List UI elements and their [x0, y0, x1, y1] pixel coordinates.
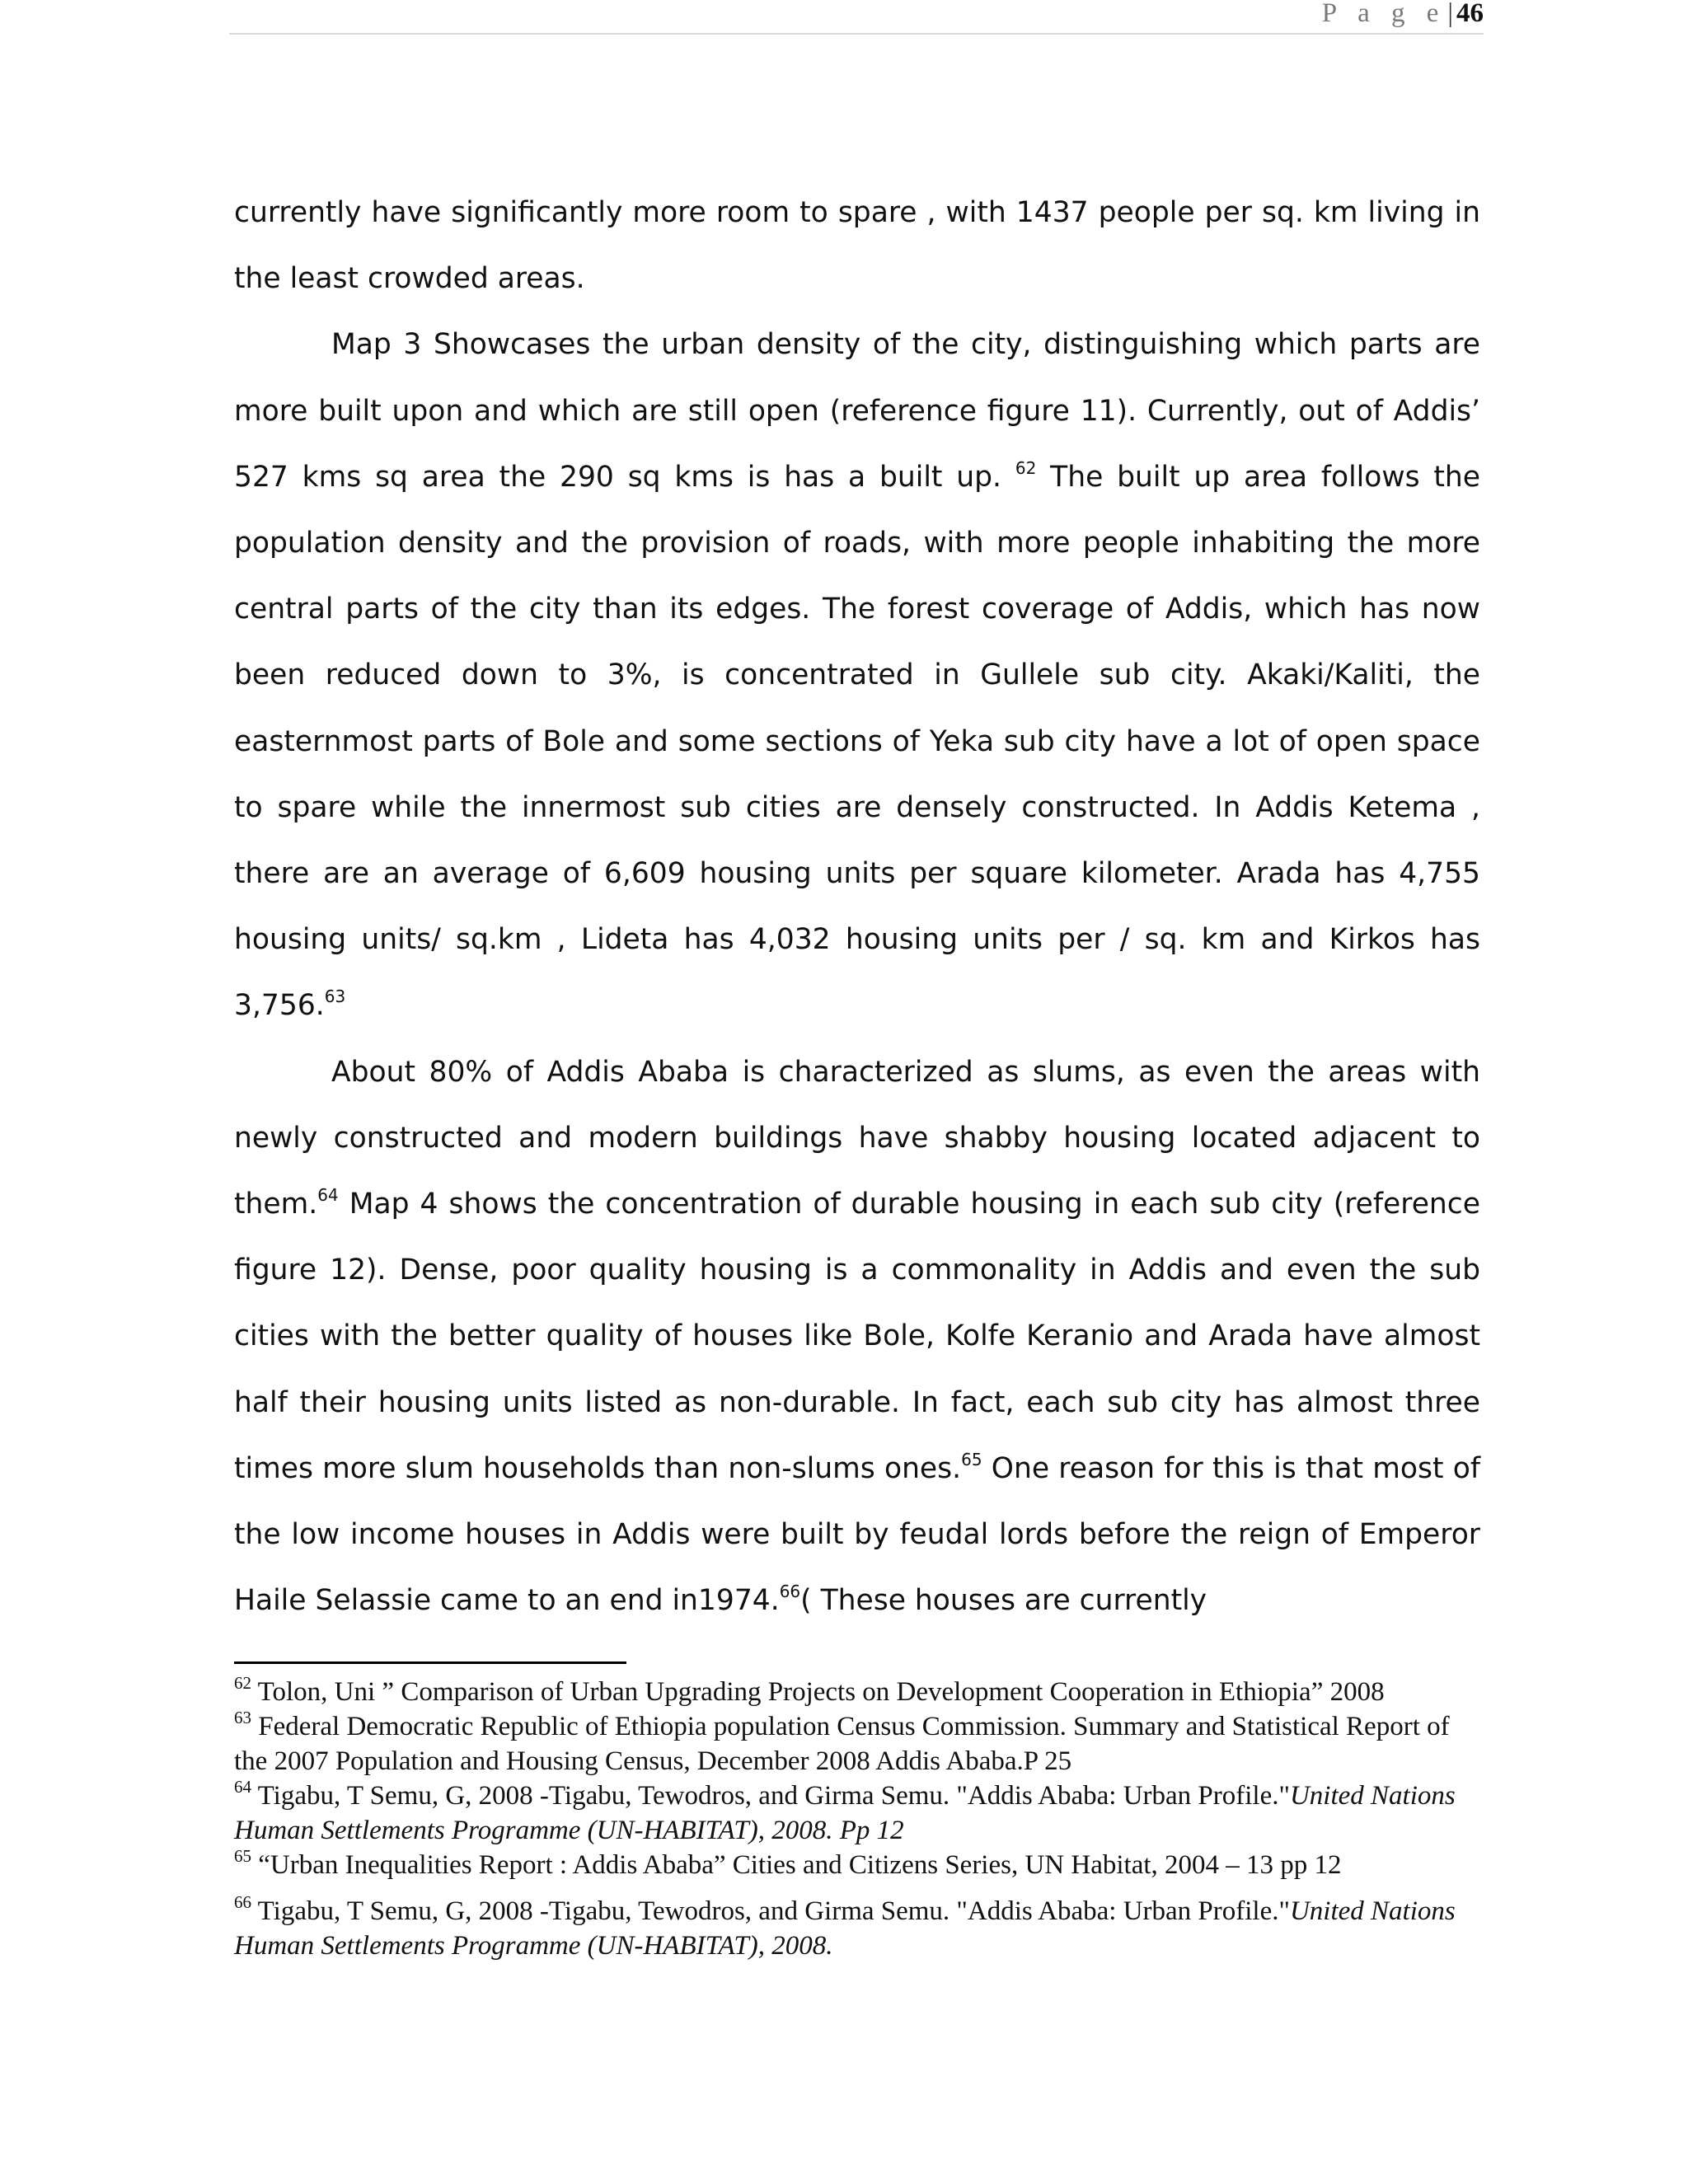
body-text	[234, 180, 1480, 1633]
footnote-text: Tigabu, T Semu, G, 2008 -Tigabu, Tewodros, and Girma Semu. "Addis Ababa: Urban Profile."	[257, 1896, 1290, 1926]
paragraph-2	[234, 312, 1480, 1038]
footnote-65	[234, 1848, 1480, 1882]
page-label: P a g e	[1321, 0, 1447, 28]
paragraph-3-text-c: One reason for this is that most of the low income houses in Addis were built by feudal lords before the reign of Emperor Haile Selassie came to an end in1974.	[234, 1451, 1480, 1618]
footnote-number: 64	[234, 1777, 251, 1797]
footnote-italic-text: United Nations Human Settlements Programme (UN-HABITAT), 2008. Pp 12	[234, 1781, 1456, 1845]
footnote-number: 62	[234, 1673, 251, 1693]
footnote-62	[234, 1675, 1480, 1709]
page-number: 46	[1456, 0, 1484, 28]
footnote-ref-66: 66	[779, 1582, 801, 1602]
footnote-italic-text: United Nations Human Settlements Programme (UN-HABITAT), 2008.	[234, 1896, 1456, 1961]
footnote-number: 63	[234, 1708, 251, 1727]
paragraph-1: currently have significantly more room to spare , with 1437 people per sq. km living in the least crowded areas.	[234, 196, 1480, 296]
footnote-64	[234, 1779, 1480, 1848]
paragraph-3-text-a: About 80% of Addis Ababa is characterized as slums, as even the areas with newly constructed and modern buildings have shabby housing located adjacent to them.	[234, 1055, 1480, 1221]
paragraph-2-text-a: Map 3 Showcases the urban density of the city, distinguishing which parts are more built upon and which are still open (reference figure 11). Currently, out of Addis’ 527 kms sq area the 290 sq kms is has a built up.	[234, 328, 1480, 494]
paragraph-3	[234, 1039, 1480, 1634]
footnotes	[234, 1675, 1480, 1963]
paragraph-2-text-b: The built up area follows the population density and the provision of roads, with more people inhabiting the more central parts of the city than its edges. The forest coverage of Addis, which has now been reduced down to 3%, is concentrated in Gullele sub city. Akaki/Kaliti, the easternmost parts of Bole and some sections of Yeka sub city have a lot of open space to spare while the innermost sub cities are densely constructed. In Addis Ketema , there are an average of 6,609 housing units per square kilometer. Arada has 4,755 housing units/ sq.km , Lideta has 4,032 housing units per / sq. km and Kirkos has 3,756.	[234, 460, 1480, 1023]
page-separator: |	[1447, 0, 1453, 28]
footnote-number: 66	[234, 1892, 251, 1912]
footnote-66	[234, 1894, 1480, 1963]
footnote-ref-64: 64	[317, 1185, 339, 1206]
footnote-text: Tolon, Uni ” Comparison of Urban Upgrading Projects on Development Cooperation in Ethiopia” 2008	[257, 1677, 1385, 1707]
footnote-text: “Urban Inequalities Report : Addis Ababa” Cities and Citizens Series, UN Habitat, 2004 – 13 pp 12	[258, 1850, 1342, 1880]
page-header	[229, 0, 1484, 35]
footnote-63	[234, 1709, 1480, 1779]
footnote-text: Federal Democratic Republic of Ethiopia population Census Commission. Summary and Statistical Report of the 2007 Population and Housing Census, December 2008 Addis Ababa.P 25	[234, 1712, 1450, 1776]
footnote-ref-65: 65	[961, 1449, 982, 1469]
paragraph-3-text-d: ( These houses are currently	[800, 1584, 1207, 1618]
footnote-text: Tigabu, T Semu, G, 2008 -Tigabu, Tewodros, and Girma Semu. "Addis Ababa: Urban Profile."	[257, 1781, 1290, 1811]
footnote-ref-63: 63	[324, 987, 346, 1007]
page-number-label	[1322, 0, 1484, 29]
footnote-ref-62: 62	[1015, 457, 1037, 478]
footnote-separator	[234, 1661, 626, 1664]
footnote-number: 65	[234, 1846, 251, 1866]
paragraph-3-text-b: Map 4 shows the concentration of durable housing in each sub city (reference figure 12). Dense, poor quality housing is a commonality in Addis and even the sub cities with the better quality of houses like Bole, Kolfe Keranio and Arada have almost half their housing units listed as non-durable. In fact, each sub city has almost three times more slum households than non-slums ones.	[234, 1188, 1480, 1485]
